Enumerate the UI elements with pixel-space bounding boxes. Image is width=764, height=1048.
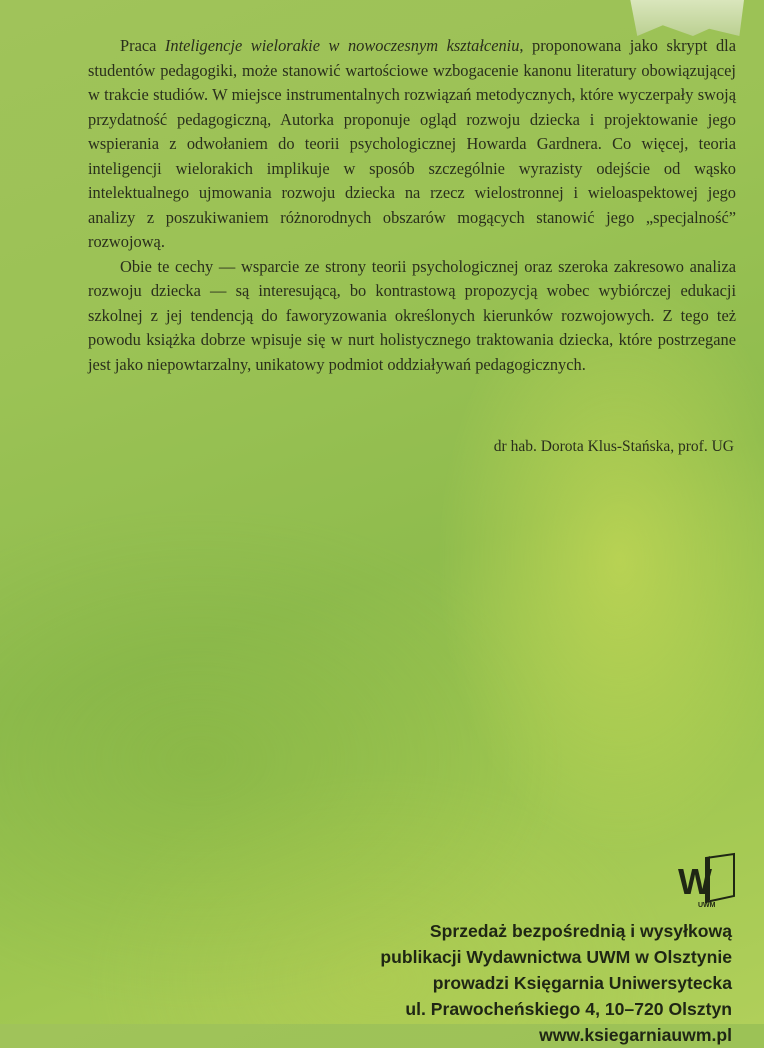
bookstore-website-link[interactable]: www.ksiegarniauwm.pl	[539, 1025, 732, 1045]
sales-line-2: publikacji Wydawnictwa UWM w Olsztynie	[380, 947, 732, 967]
logo-letters: W	[678, 861, 712, 902]
book-description	[88, 34, 736, 377]
adhesive-tape-remnant	[628, 0, 744, 36]
logo-small-text: UWM	[698, 902, 716, 909]
paragraph-1-rest: , proponowana jako skrypt dla studentów pedagogiki, może stanowić wartościowe wzbogacenie kanonu literatury obowiązującej w trakcie studiów. W miejsce instrumentalnych rozwiązań metodycznych, które wyczerpały swoją przydatność pedagogiczną, Autorka proponuje ogląd rozwoju dziecka i projektowanie jego wspierania z odwołaniem do teorii psychologicznej Howarda Gardnera. Co więcej, teoria inteligencji wielorakich implikuje w sposób szczególnie wyrazisty odejście od wąsko intelektualnego ujmowania rozwoju dziecka na rzecz wielostronnej i wieloaspektowej jego analizy z poszukiwaniem różnorodnych obszarów mogących stanowić jego „specjalność” rozwojową.	[88, 36, 737, 251]
sales-information	[380, 918, 732, 1048]
uwm-publisher-logo-icon	[676, 852, 736, 910]
review-signature: dr hab. Dorota Klus-Stańska, prof. UG	[493, 438, 734, 455]
sales-line-3: prowadzi Księgarnia Uniwersytecka	[432, 973, 732, 993]
sales-line-4: ul. Prawocheńskiego 4, 10–720 Olsztyn	[405, 999, 732, 1019]
sales-line-1: Sprzedaż bezpośrednią i wysyłkową	[429, 921, 732, 941]
description-paragraph-2: Obie te cechy — wsparcie ze strony teorii psychologicznej oraz szeroka zakresowo analiza rozwoju dziecka — są interesującą, bo kontrastową propozycją wobec wybiórczej edukacji szkolnej z jej tendencją do faworyzowania określonych kierunków rozwojowych. Z tego też powodu książka dobrze wpisuje się w nurt holistycznego traktowania dziecka, które postrzegane jest jako niepowtarzalny, unikatowy podmiot oddziaływań pedagogicznych.	[88, 256, 736, 374]
book-title: Inteligencje wielorakie w nowoczesnym kształceniu	[164, 36, 520, 55]
description-paragraph-1	[88, 34, 736, 255]
paragraph-1-lead: Praca	[120, 36, 165, 55]
